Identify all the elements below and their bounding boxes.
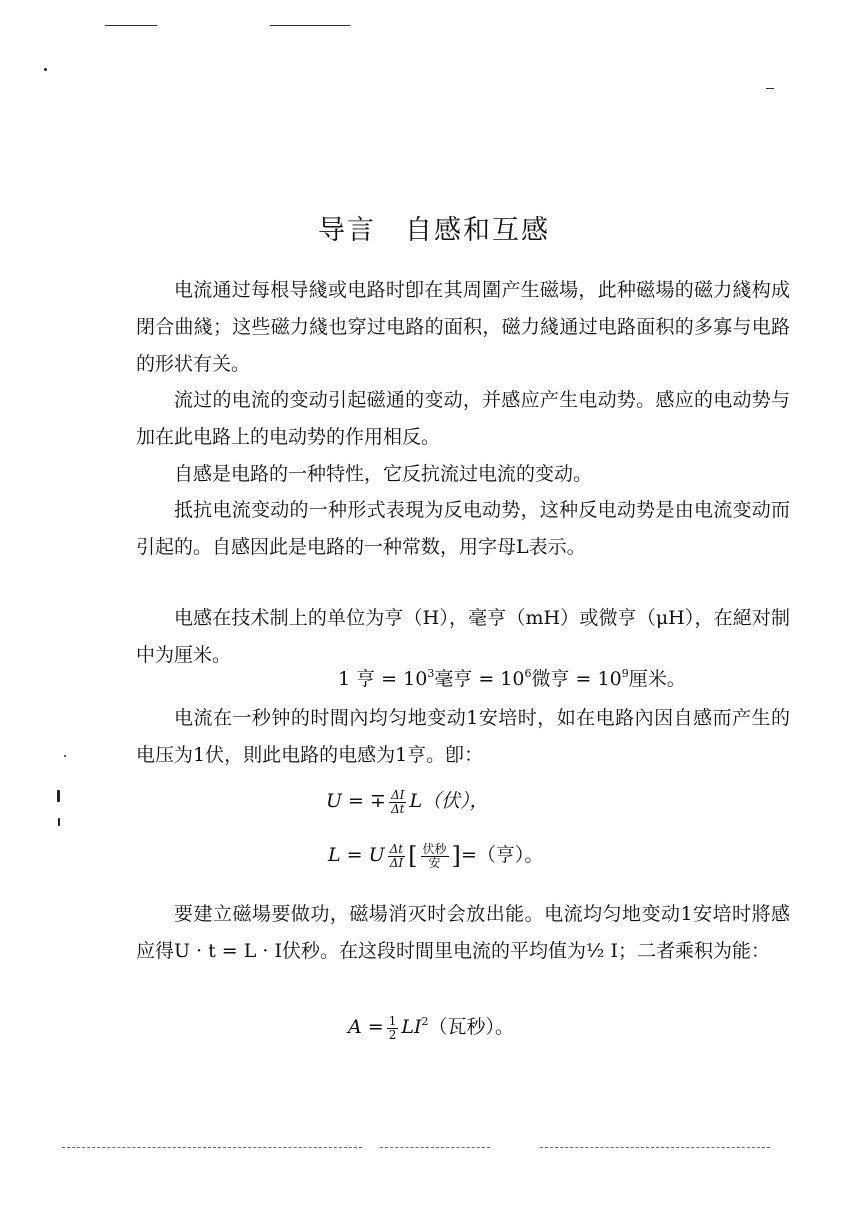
voltage-equation: U = ∓ $\frac{\Delta I}{\Delta t}$ L（伏）， bbox=[326, 787, 489, 816]
energy-equation: A = $\frac{1}{2}$ $LI^2$（瓦秒）。 bbox=[348, 1013, 514, 1042]
scan-mark bbox=[270, 25, 350, 26]
paragraph: 电流通过每根导綫或电路时卽在其周圍产生磁場，此种磁場的磁力綫构成閉合曲綫；这些磁力綫也穿过电路的面积，磁力綫通过电路面积的多寡与电路的形状有关。 bbox=[136, 279, 790, 375]
paragraph: 电感在技术制上的单位为亨（H），毫亨（mH）或微亨（μH），在絕对制中为厘米。 bbox=[136, 607, 790, 666]
paragraph: 流过的电流的变动引起磁通的变动，并感应产生电动势。感应的电动势与加在此电路上的电动势的作用相反。 bbox=[136, 389, 790, 448]
scan-mark bbox=[64, 755, 66, 757]
scan-mark bbox=[44, 68, 47, 71]
scan-mark bbox=[62, 1147, 362, 1149]
scan-mark bbox=[380, 1147, 490, 1149]
paragraph: 抵抗电流变动的一种形式表現为反电动势，这种反电动势是由电流变动而引起的。自感因此是电路的一种常数，用字母L表示。 bbox=[136, 499, 790, 558]
scan-mark bbox=[105, 25, 157, 26]
units-equation: 1 亨 = $10^3$毫亨 = $10^6$微亨 = $10^9$厘米。 bbox=[338, 667, 686, 690]
paragraph: 自感是电路的一种特性，它反抗流过电流的变动。 bbox=[174, 463, 593, 485]
inductance-equation: L = U $\frac{\Delta t}{\Delta I}$ [ $\frac{\text{伏秒}}{\text{安}}$ ]=（亨）。 bbox=[328, 841, 544, 870]
scan-mark bbox=[58, 818, 60, 826]
paragraph: 电流在一秒钟的时間內均匀地变动1安培时，如在电路內因自感而产生的电压为1伏，則此电路的电感为1亨。卽： bbox=[136, 707, 790, 766]
scan-mark bbox=[766, 88, 774, 89]
scan-mark bbox=[57, 790, 60, 802]
paragraph: 要建立磁場要做功，磁場消灭时会放出能。电流均匀地变动1安培时將感应得U · t = L · I伏秒。在这段时間里电流的平均值为½ I；二者乘积为能： bbox=[136, 903, 790, 962]
scan-mark bbox=[540, 1147, 770, 1149]
page-title: 导言 自感和互感 bbox=[318, 215, 550, 246]
